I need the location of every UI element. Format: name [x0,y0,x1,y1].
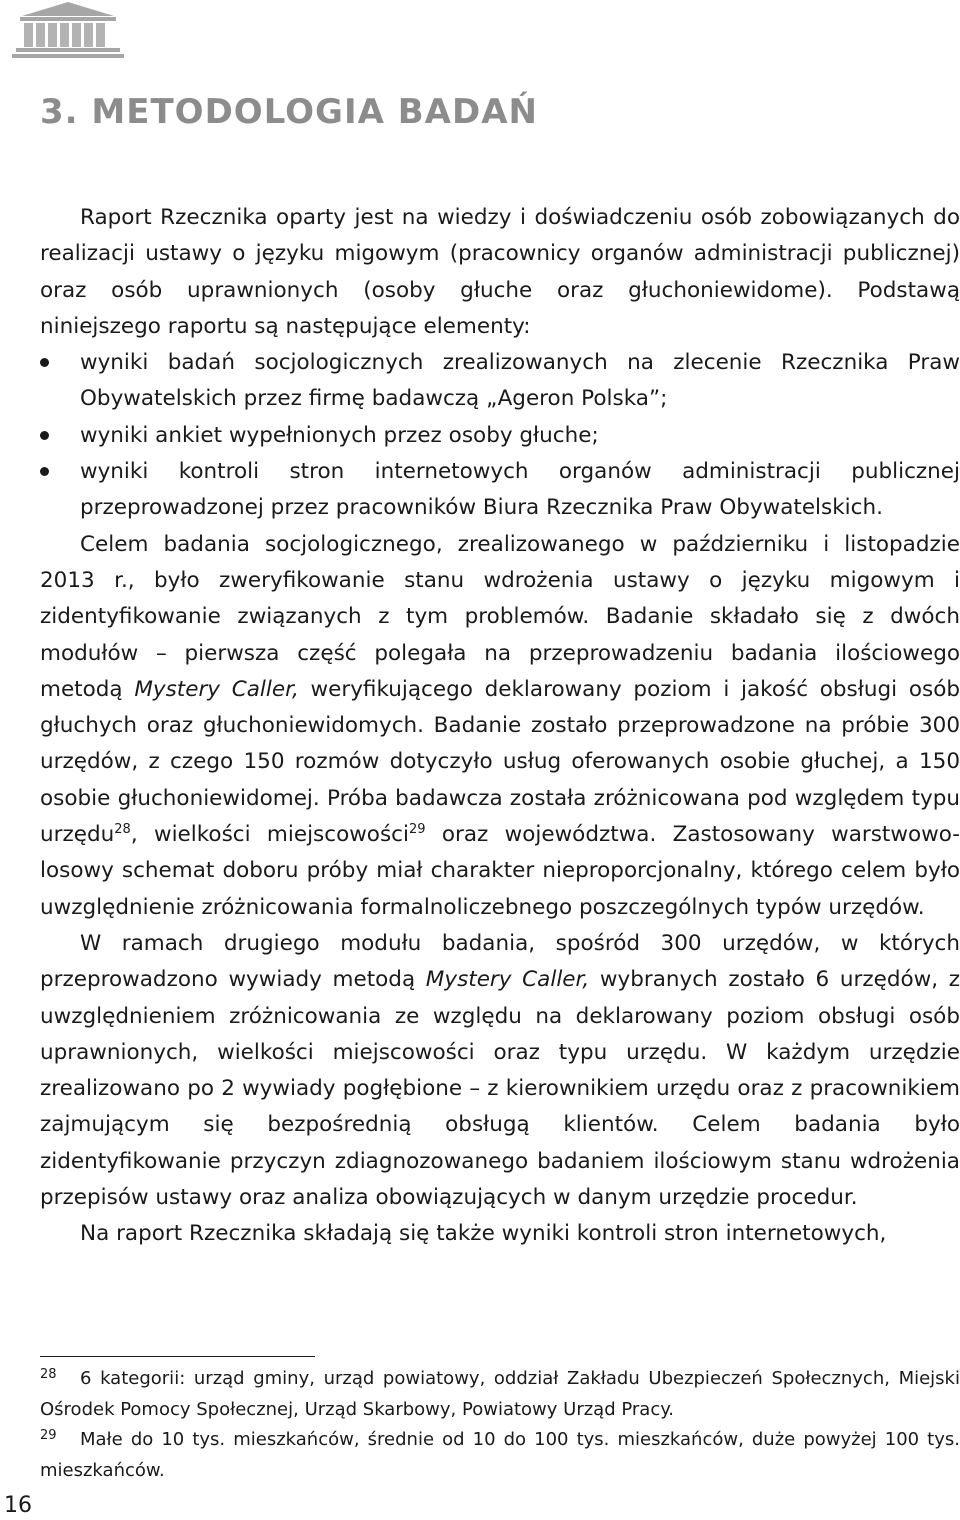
text-run: W ramach drugiego modułu badania, spośród 300 urzędów, w których przeprowadzono wywiady metodą [40,930,960,993]
footnote-29: 29 Małe do 10 tys. mieszkańców, średnie od 10 do 100 tys. mieszkańców, duże powyżej 100 tys. mieszkańców. [40,1428,960,1481]
footnotes [40,1364,960,1486]
footnote-text: Małe do 10 tys. mieszkańców, średnie od 10 do 100 tys. mieszkańców, duże powyżej 100 tys. mieszkańców. [40,1429,960,1481]
list-item [40,418,960,454]
bullet-text: wyniki kontroli stron internetowych organów administracji publicznej przeprowadzonej przez pracowników Biura Rzecznika Praw Obywatelskich. [80,459,960,521]
footnote-text: 6 kategorii: urząd gminy, urząd powiatowy, oddział Zakładu Ubezpieczeń Społecznych, Miejski Ośrodek Pomocy Społecznej, Urząd Skarbowy, Powiatowy Urząd Pracy. [40,1368,960,1420]
institution-logo-icon [8,0,128,62]
bullet-list [40,345,960,526]
footnote-28: 28 6 kategorii: urząd gminy, urząd powiatowy, oddział Zakładu Ubezpieczeń Społecznych, Miejski Ośrodek Pomocy Społecznej, Urząd Skarbowy, Powiatowy Urząd Pracy. [40,1367,960,1420]
list-item [40,454,960,527]
paragraph-website-control: Na raport Rzecznika składają się także wyniki kontroli stron internetowych, [80,1221,887,1247]
section-heading: 3. METODOLOGIA BADAŃ [40,92,538,132]
intro-paragraph: Raport Rzecznika oparty jest na wiedzy i doświadczeniu osób zobowiązanych do realizacji ustawy o języku migowym (pracownicy organów administracji publicznej) oraz osób uprawnionych (osoby głuche oraz głuchoniewidome). Podstawą niniejszego raportu są następujące elementy: [40,205,960,339]
footnote-divider [40,1356,315,1357]
footnote-ref[interactable]: 29 [408,821,426,837]
body-text [40,200,960,1253]
text-run: Celem badania socjologicznego, zrealizowanego w październiku i listopadzie 2013 r., było zweryfikowanie stanu wdrożenia ustawy o języku migowym i zidentyfikowanie związanych z tym problemów. Badanie składało się z dwóch modułów – pierwsza część polegała na przeprowadzeniu badania ilościowego metodą [40,531,960,702]
list-item [40,345,960,418]
bullet-icon [40,467,49,476]
paragraph-second-module [40,926,960,1216]
paragraph-research-goal [40,527,960,926]
bullet-icon [40,358,49,367]
page-number: 16 [4,1493,32,1518]
bullet-text: wyniki badań socjologicznych zrealizowanych na zlecenie Rzecznika Praw Obywatelskich przez firmę badawczą „Ageron Polska”; [80,350,960,412]
footnote-ref[interactable]: 28 [114,821,131,837]
bullet-icon [40,431,49,440]
text-run: wybranych zostało 6 urzędów, z uwzględnieniem zróżnicowania ze względu na deklarowany poziom obsługi osób uprawnionych, wielkości miejscowości oraz typu urzędu. W każdym urzędzie zrealizowano po 2 wywiady pogłębione – z kierownikiem urzędu oraz z pracownikiem zajmującym się bezpośrednią obsługą klientów. Celem badania było zidentyfikowanie przyczyn zdiagnozowanego badaniem ilościowym stanu wdrożenia przepisów ustawy oraz analiza obowiązujących w danym urzędzie procedur. [40,967,960,1211]
italic-method-name: Mystery Caller, [425,967,590,993]
text-run: , wielkości miejscowości [130,822,409,848]
text-run: weryfikującego deklarowany poziom i jakość obsługi osób głuchych oraz głuchoniewidomych. Badanie zostało przeprowadzone na próbie 300 urzędów, z czego 150 rozmów dotyczyło usług oferowanych osobie głuchej, a 150 osobie głuchoniewidomej. Próba badawcza została zróżnicowana pod względem typu urzędu [40,676,960,848]
text-run: oraz województwa. Zastosowany warstwowo-losowy schemat doboru próby miał charakter nieproporcjonalny, którego celem było uwzględnienie zróżnicowania formalnoliczebnego poszczególnych typów urzędów. [40,822,960,920]
italic-method-name: Mystery Caller, [134,676,299,702]
bullet-text: wyniki ankiet wypełnionych przez osoby głuche; [80,422,599,448]
